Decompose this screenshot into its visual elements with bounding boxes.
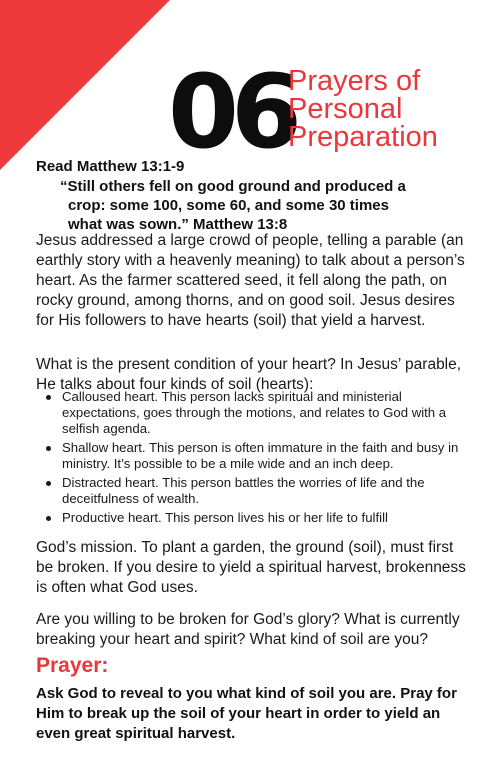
list-item xyxy=(36,389,476,437)
scripture-quote xyxy=(60,177,406,234)
mission-paragraph: God’s mission. To plant a garden, the ground (soil), must first be broken. If you desire to yield a spiritual harvest, brokenness is often what God uses. xyxy=(36,539,466,596)
list-item-text: Distracted heart. This person battles the worries of life and the deceitfulness of wealth. xyxy=(62,475,425,506)
bullet-icon xyxy=(46,446,51,451)
heart-types-list xyxy=(36,389,476,529)
list-item-text: Productive heart. This person lives his or her life to fulfill xyxy=(62,510,388,525)
challenge-paragraph: Are you willing to be broken for God’s glory? What is currently breaking your heart and spirit? What kind of soil are you? xyxy=(36,611,460,648)
bullet-icon xyxy=(46,516,51,521)
scripture-quote-line-2: crop: some 100, some 60, and some 30 times xyxy=(68,197,389,214)
lesson-title-line-2: Personal xyxy=(288,93,403,125)
list-item-text: Shallow heart. This person is often immature in the faith and busy in ministry. It’s possible to be a mile wide and an inch deep. xyxy=(62,440,459,471)
scripture-quote-line-3: what was sown.” Matthew 13:8 xyxy=(68,216,288,233)
intro-paragraph: Jesus addressed a large crowd of people, telling a parable (an earthly story with a heavenly meaning) to talk about a person’s heart. As the farmer scattered seed, it fell along the path, on rocky ground, among thorns, and on good soil. Jesus desires for His followers to have hearts (soil) that yield a harvest. xyxy=(36,232,465,329)
prayer-text: Ask God to reveal to you what kind of soil you are. Pray for Him to break up the soil of your heart in order to yield an even great spiritual harvest. xyxy=(36,685,457,742)
list-item xyxy=(36,440,476,472)
scripture-quote-line-1: “Still others fell on good ground and produced a xyxy=(60,178,406,195)
lesson-number: 06 xyxy=(168,53,294,172)
bullet-icon xyxy=(46,395,51,400)
bullet-icon xyxy=(46,481,51,486)
scripture-reference: Read Matthew 13:1-9 xyxy=(36,158,185,175)
list-item-text: Calloused heart. This person lacks spiritual and ministerial expectations, goes through the motions, and relates to God with a selfish agenda. xyxy=(62,389,447,436)
prayer-heading: Prayer: xyxy=(36,654,109,677)
list-item xyxy=(36,475,476,507)
lesson-title-line-3: Preparation xyxy=(288,121,438,153)
lesson-title xyxy=(288,67,438,151)
red-corner-triangle xyxy=(0,0,170,170)
lesson-title-line-1: Prayers of xyxy=(288,65,421,97)
list-item xyxy=(36,510,476,526)
question-paragraph: What is the present condition of your heart? In Jesus’ parable, He talks about four kinds of soil (hearts): xyxy=(36,356,462,393)
